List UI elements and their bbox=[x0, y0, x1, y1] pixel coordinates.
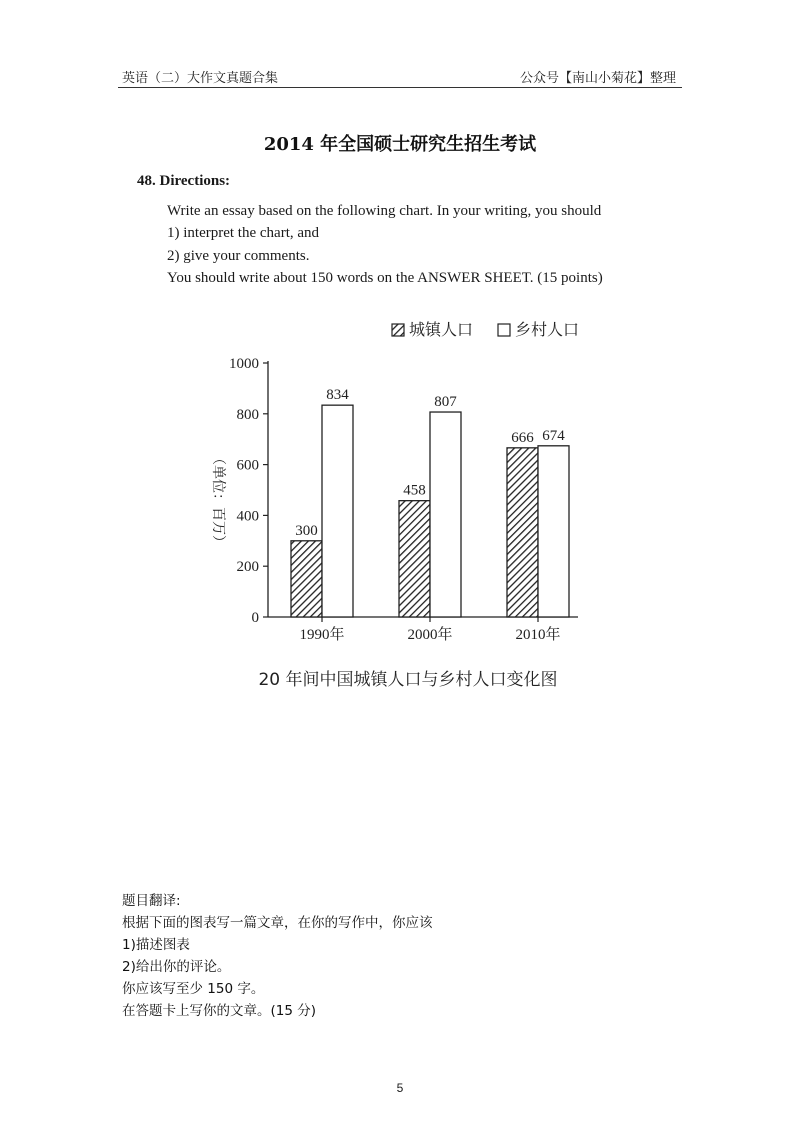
rural-bar bbox=[538, 446, 569, 617]
y-axis-label: （单位：百万） bbox=[210, 451, 226, 549]
direction-line: 2) give your comments. bbox=[167, 248, 310, 264]
y-tick-label: 1000 bbox=[229, 356, 259, 372]
urban-bar bbox=[291, 541, 322, 617]
direction-line: 1) interpret the chart, and bbox=[167, 225, 320, 241]
translation-line: 1)描述图表 bbox=[122, 937, 190, 953]
bar-value-label: 834 bbox=[326, 387, 349, 404]
legend-swatch-rural bbox=[498, 324, 510, 336]
y-tick-label: 200 bbox=[236, 559, 259, 576]
bar-value-label: 300 bbox=[295, 522, 318, 539]
direction-line: Write an essay based on the following chart. In your writing, you should bbox=[167, 203, 602, 219]
direction-line: You should write about 150 words on the ANSWER SHEET. (15 points) bbox=[167, 270, 603, 286]
translation-heading: 题目翻译: bbox=[122, 893, 181, 909]
translation-line: 2)给出你的评论。 bbox=[122, 959, 231, 975]
header-right: 公众号【南山小菊花】整理 bbox=[519, 71, 676, 86]
exam-title: 2014 年全国硕士研究生招生考试 bbox=[263, 134, 537, 155]
x-tick-label: 2000年 bbox=[407, 627, 453, 643]
rural-bar bbox=[430, 412, 461, 617]
rural-bar bbox=[322, 405, 353, 617]
y-tick-label: 400 bbox=[236, 508, 259, 525]
translation-line: 根据下面的图表写一篇文章，在你的写作中，你应该 bbox=[122, 915, 433, 931]
translation-line: 在答题卡上写你的文章。(15 分) bbox=[122, 1003, 317, 1019]
y-tick-label: 600 bbox=[236, 457, 259, 474]
bar-value-label: 458 bbox=[403, 482, 426, 499]
x-tick-label: 2010年 bbox=[515, 627, 561, 643]
translation-line: 你应该写至少 150 字。 bbox=[122, 981, 265, 997]
bar-value-label: 674 bbox=[542, 427, 565, 444]
urban-bar bbox=[507, 448, 538, 617]
bar-value-label: 666 bbox=[511, 429, 534, 446]
urban-bar bbox=[399, 501, 430, 617]
legend-label-urban: 城镇人口 bbox=[409, 320, 474, 339]
legend-label-rural: 乡村人口 bbox=[515, 320, 580, 339]
header-left: 英语（二）大作文真题合集 bbox=[122, 71, 279, 86]
bar-value-label: 807 bbox=[434, 394, 457, 411]
legend-swatch-urban bbox=[392, 324, 404, 336]
y-tick-label: 0 bbox=[251, 610, 259, 626]
chart-title: 20 年间中国城镇人口与乡村人口变化图 bbox=[258, 670, 558, 690]
x-tick-label: 1990年 bbox=[299, 627, 345, 643]
y-tick-label: 800 bbox=[236, 406, 259, 423]
directions-heading: 48. Directions: bbox=[137, 173, 231, 189]
page-number: 5 bbox=[396, 1081, 404, 1095]
